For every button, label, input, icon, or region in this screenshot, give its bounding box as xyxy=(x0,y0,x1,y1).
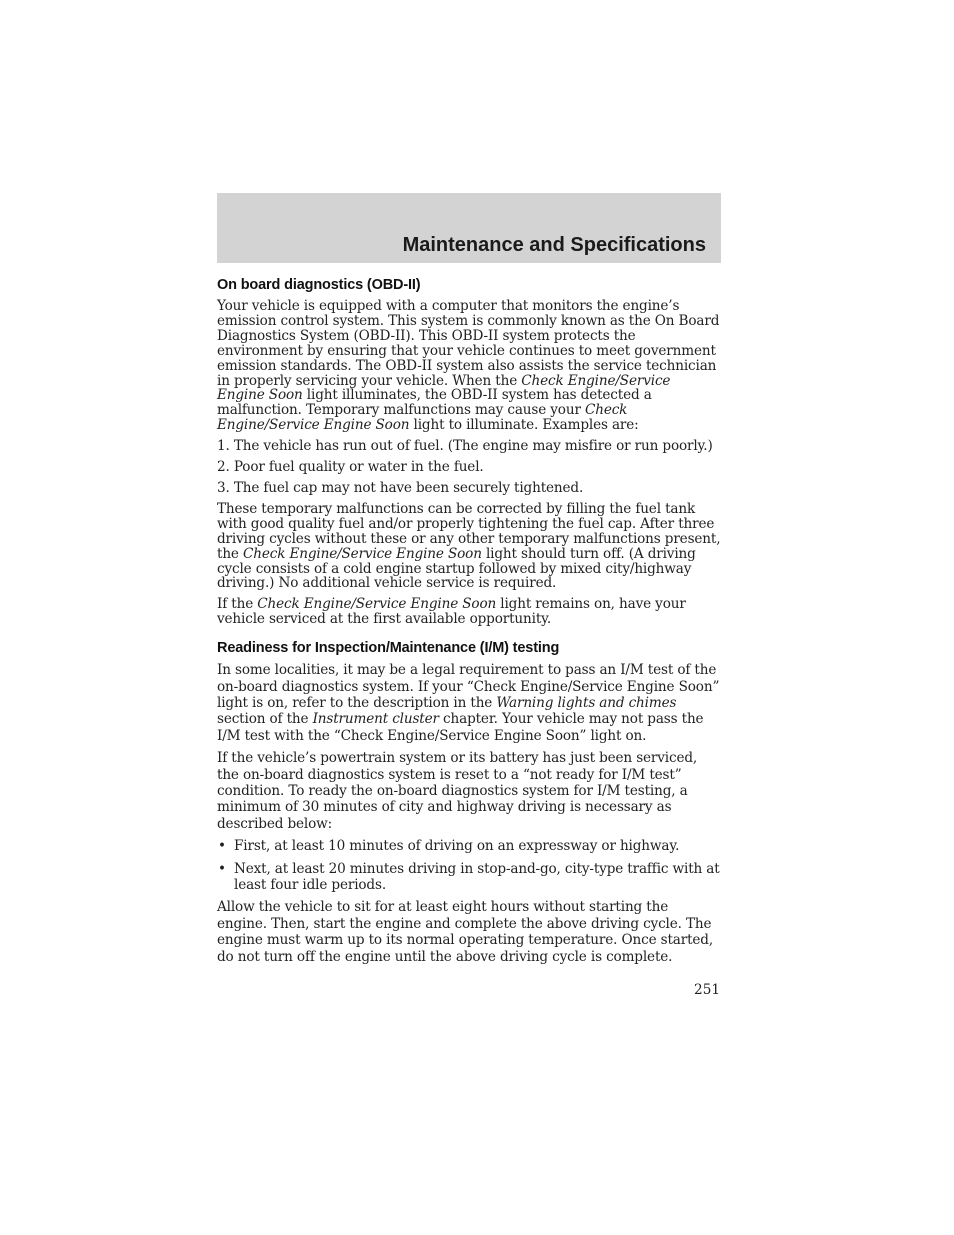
bullet-icon: • xyxy=(218,838,226,855)
page-number: 251 xyxy=(694,982,720,998)
list-item xyxy=(217,861,722,894)
instrument-cluster-reference: Instrument cluster xyxy=(312,711,439,728)
im-intro-text-3: chapter. Your vehicle may not pass the I/M test with the “Check Engine/Service Engine Soon” light on. xyxy=(217,711,704,744)
page-content xyxy=(217,277,722,971)
remains-on-text-1: If the xyxy=(217,596,258,613)
remains-on-paragraph xyxy=(217,597,722,627)
section-header-band xyxy=(217,193,721,263)
im-intro-paragraph xyxy=(217,662,722,744)
obd-heading: On board diagnostics (OBD-II) xyxy=(217,277,421,293)
malfunction-examples-list xyxy=(217,439,722,496)
correction-light-name: Check Engine/Service Engine Soon xyxy=(242,545,482,562)
obd-intro-text-3: light to illuminate. Examples are: xyxy=(409,417,639,434)
obd-intro-light-name-1: Check Engine/Service Engine Soon xyxy=(217,372,671,404)
im-intro-text-1: In some localities, it may be a legal requirement to pass an I/M test of the on-board diagnostics system. If your “Check Engine/Service Engine Soon” light is on, refer to the description in the xyxy=(217,662,720,711)
correction-text-2: light should turn off. (A driving cycle consists of a cold engine startup followed by mixed city/highway driving.) No additional vehicle service is required. xyxy=(217,545,696,592)
warning-lights-reference: Warning lights and chimes xyxy=(496,694,677,711)
im-testing-heading: Readiness for Inspection/Maintenance (I/M) testing xyxy=(217,640,560,657)
driving-requirements-list xyxy=(217,838,722,893)
correction-text-1: These temporary malfunctions can be corrected by filling the fuel tank with good quality fuel and/or properly tightening the fuel cap. After three driving cycles without these or any other temporary malfunctions present, the xyxy=(217,500,721,562)
remains-on-text-2: light remains on, have your vehicle serviced at the first available opportunity. xyxy=(217,596,686,628)
list-item: 1. The vehicle has run out of fuel. (The engine may misfire or run poorly.) xyxy=(217,438,713,455)
im-intro-text-2: section of the xyxy=(217,711,313,728)
list-item xyxy=(217,838,722,854)
correction-paragraph xyxy=(217,502,722,591)
obd-intro-text-2: light illuminates, the OBD-II system has detected a malfunction. Temporary malfunctions may cause your xyxy=(217,387,652,419)
obd-intro-paragraph xyxy=(217,299,722,433)
remains-on-light-name: Check Engine/Service Engine Soon xyxy=(257,596,497,613)
obd-intro-text-1: Your vehicle is equipped with a computer that monitors the engine’s emission control system. This system is commonly known as the On Board Diagnostics System (OBD-II). This OBD-II system protects the environment by ensuring that your vehicle continues to meet government emission standards. The OBD-II system also assists the service technician in properly servicing your vehicle. When the xyxy=(217,298,720,389)
bullet-text: Next, at least 20 minutes driving in stop-and-go, city-type traffic with at least four idle periods. xyxy=(234,860,720,893)
reset-paragraph: If the vehicle’s powertrain system or its battery has just been serviced, the on-board diagnostics system is reset to a “not ready for I/M test” condition. To ready the on-board diagnostics system for I/M testing, a minimum of 30 minutes of city and highway driving is necessary as described below: xyxy=(217,750,698,832)
section-title: Maintenance and Specifications xyxy=(402,234,706,256)
warmup-paragraph: Allow the vehicle to sit for at least eight hours without starting the engine. Then, start the engine and complete the above driving cycle. The engine must warm up to its normal operating temperature. Once started, do not turn off the engine until the above driving cycle is complete. xyxy=(217,899,714,965)
bullet-icon: • xyxy=(218,860,226,877)
list-item: 3. The fuel cap may not have been securely tightened. xyxy=(217,479,584,496)
obd-intro-light-name-2: Check Engine/Service Engine Soon xyxy=(217,402,628,434)
bullet-text: First, at least 10 minutes of driving on an expressway or highway. xyxy=(234,838,680,855)
list-item: 2. Poor fuel quality or water in the fuel. xyxy=(217,459,484,476)
